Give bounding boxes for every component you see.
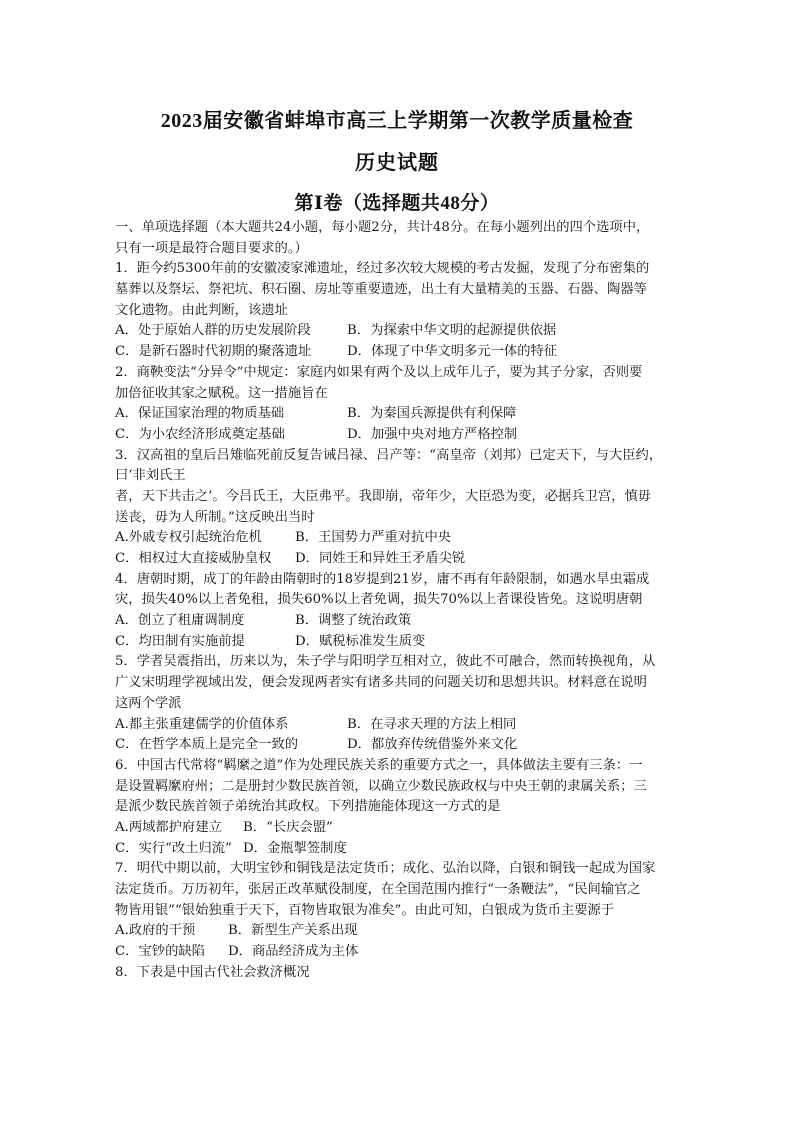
- option-row: [115, 321, 687, 342]
- question-stem-line: 6．中国古代常将“羁縻之道”作为处理民族关系的重要方式之一，具体做法主要有三条：一: [115, 757, 643, 773]
- question-stem-line: 5．学者吴震指出，历来以为，朱子学与阳明学互相对立，彼此不可融合，然而转换视角，从: [115, 654, 656, 670]
- option-a[interactable]: A.都主张重建儒学的价值体系: [115, 716, 289, 732]
- option-b[interactable]: B．为秦国兵源提供有利保障: [347, 406, 517, 422]
- option-b[interactable]: B．在寻求天理的方法上相同: [347, 716, 517, 732]
- subject-title: 历史试题: [355, 152, 439, 174]
- question-stem-line: 这两个学派: [115, 695, 182, 711]
- question-stem-line: 墓葬以及祭坛、祭祀坑、积石圈、房址等重要遗迹，出土有大量精美的玉器、石器、陶器等: [115, 282, 647, 298]
- question-2: [115, 363, 687, 446]
- option-d[interactable]: D．同姓王和异姓王矛盾尖锐: [295, 551, 466, 566]
- question-stem-line: 1．距今约5300年前的安徽凌家滩遗址，经过多次较大规模的考古发掘，发现了分布密集的: [115, 261, 650, 277]
- option-d[interactable]: D．都放弃传统借鉴外来文化: [347, 737, 518, 753]
- question-stem-line: 加倍征收其家之赋税。这一措施旨在: [115, 385, 328, 401]
- option-d[interactable]: D．金瓶掣签制度: [243, 840, 347, 856]
- option-row: [115, 632, 687, 653]
- option-c[interactable]: C．均田制有实施前提: [115, 633, 245, 649]
- question-stem-line: 送丧，毋为人所制。”这反映出当时: [115, 509, 315, 525]
- question-8: [115, 963, 687, 984]
- option-row: [115, 735, 687, 756]
- question-3: [115, 446, 687, 570]
- option-a[interactable]: A．处于原始人群的历史发展阶段: [115, 323, 311, 339]
- part-title: 第Ⅰ卷（选择题共48分）: [294, 193, 500, 214]
- option-a[interactable]: A．保证国家治理的物质基础: [115, 406, 285, 422]
- option-row: [115, 611, 687, 632]
- option-row: [115, 404, 687, 425]
- question-6: [115, 756, 687, 859]
- question-1: [115, 259, 687, 362]
- question-stem-line: 曰‘非刘氏王: [115, 468, 186, 484]
- option-b[interactable]: B．王国势力严重对抗中央: [295, 530, 452, 546]
- option-c[interactable]: C．为小农经济形成奠定基础: [115, 426, 285, 442]
- option-row: [115, 942, 687, 963]
- option-c[interactable]: C．在哲学本质上是完全一致的: [115, 737, 299, 753]
- question-stem-line: 者，天下共击之’。今吕氏王，大臣弗平。我即崩，帝年少，大臣恐为变，必据兵卫宫，慎毋: [115, 488, 652, 504]
- option-c[interactable]: C．宝钞的缺陷: [115, 944, 205, 960]
- option-c[interactable]: C．实行“改土归流”: [115, 840, 232, 856]
- option-d[interactable]: D．赋税标准发生质变: [295, 633, 426, 649]
- section-instructions: [115, 218, 687, 259]
- question-stem-line: 2．商鞅变法“分异令”中规定：家庭内如果有两个及以上成年儿子，要为其子分家，否则要: [115, 364, 643, 380]
- option-row: [115, 549, 687, 570]
- question-5: [115, 652, 687, 755]
- option-b[interactable]: B．为探索中华文明的起源提供依据: [347, 323, 557, 339]
- option-a[interactable]: A.政府的干预: [115, 923, 196, 939]
- question-stem-line: 文化遗物。由此判断，该遗址: [115, 302, 288, 318]
- question-stem-line: 法定货币。万历初年，张居正改革赋役制度，在全国范围内推行“一条鞭法”，“民间输官之: [115, 882, 641, 897]
- question-stem-line: 7．明代中期以前，大明宝钞和铜钱是法定货币；成化、弘治以降，白银和铜钱一起成为国家: [115, 861, 656, 877]
- option-a[interactable]: A.外戚专权引起统治危机: [115, 530, 262, 546]
- question-7: [115, 859, 687, 962]
- option-a[interactable]: A．创立了租庸调制度: [115, 613, 245, 629]
- option-d[interactable]: D．体现了中华文明多元一体的特征: [347, 344, 558, 360]
- question-stem-line: 是设置羁縻府州；二是册封少数民族首领，以确立少数民族政权与中央王朝的隶属关系；三: [115, 778, 647, 794]
- instruction-line: 一、单项选择题（本大题共24小题，每小题2分，共计48分。在每小题列出的四个选项中，: [115, 220, 650, 235]
- question-stem-line: 4．唐朝时期，成丁的年龄由隋朝时的18岁提到21岁，庸不再有年龄限制，如遇水旱虫霜成: [115, 571, 650, 587]
- option-c[interactable]: C．相权过大直接威胁皇权: [115, 551, 272, 566]
- option-row: [115, 715, 687, 736]
- option-a[interactable]: A.两域都护府建立: [115, 819, 222, 835]
- option-row: [115, 839, 687, 860]
- option-d[interactable]: D．商品经济成为主体: [228, 944, 359, 960]
- question-stem-line: 灾，损失40%以上者免租，损失60%以上者免调，损失70%以上者课役皆免。这说明唐朝: [115, 592, 643, 608]
- option-row: [115, 342, 687, 363]
- option-b[interactable]: B．新型生产关系出现: [228, 923, 358, 939]
- question-stem-line: 是派少数民族首领子弟统治其政权。下列措施能体现这一方式的是: [115, 799, 501, 815]
- option-row: [115, 818, 687, 839]
- option-d[interactable]: D．加强中央对地方严格控制: [347, 426, 518, 442]
- option-row: [115, 528, 687, 549]
- option-row: [115, 921, 687, 942]
- option-b[interactable]: B．调整了统治政策: [295, 613, 412, 629]
- question-stem-line: 3．汉高祖的皇后吕雉临死前反复告诫吕禄、吕产等：“高皇帝（刘邦）已定天下，与大臣约，: [115, 447, 663, 463]
- question-4: [115, 570, 687, 653]
- option-row: [115, 425, 687, 446]
- question-stem-line: 8．下表是中国古代社会救济概况: [115, 964, 310, 980]
- option-c[interactable]: C．是新石器时代初期的聚落遗址: [115, 344, 312, 360]
- option-b[interactable]: B．“长庆会盟”: [243, 819, 333, 835]
- question-stem-line: 物皆用银”“银始独重于天下，百物皆取银为准矣”。由此可知，白银成为货币主要源于: [115, 902, 615, 918]
- question-body: [115, 218, 687, 983]
- exam-title: 2023届安徽省蚌埠市高三上学期第一次教学质量检查: [160, 110, 634, 132]
- question-stem-line: 广义宋明理学视域出发，便会发现两者实有诸多共同的问题关切和思想共识。材料意在说明: [115, 675, 647, 691]
- instruction-line: 只有一项是最符合题目要求的。）: [115, 240, 308, 256]
